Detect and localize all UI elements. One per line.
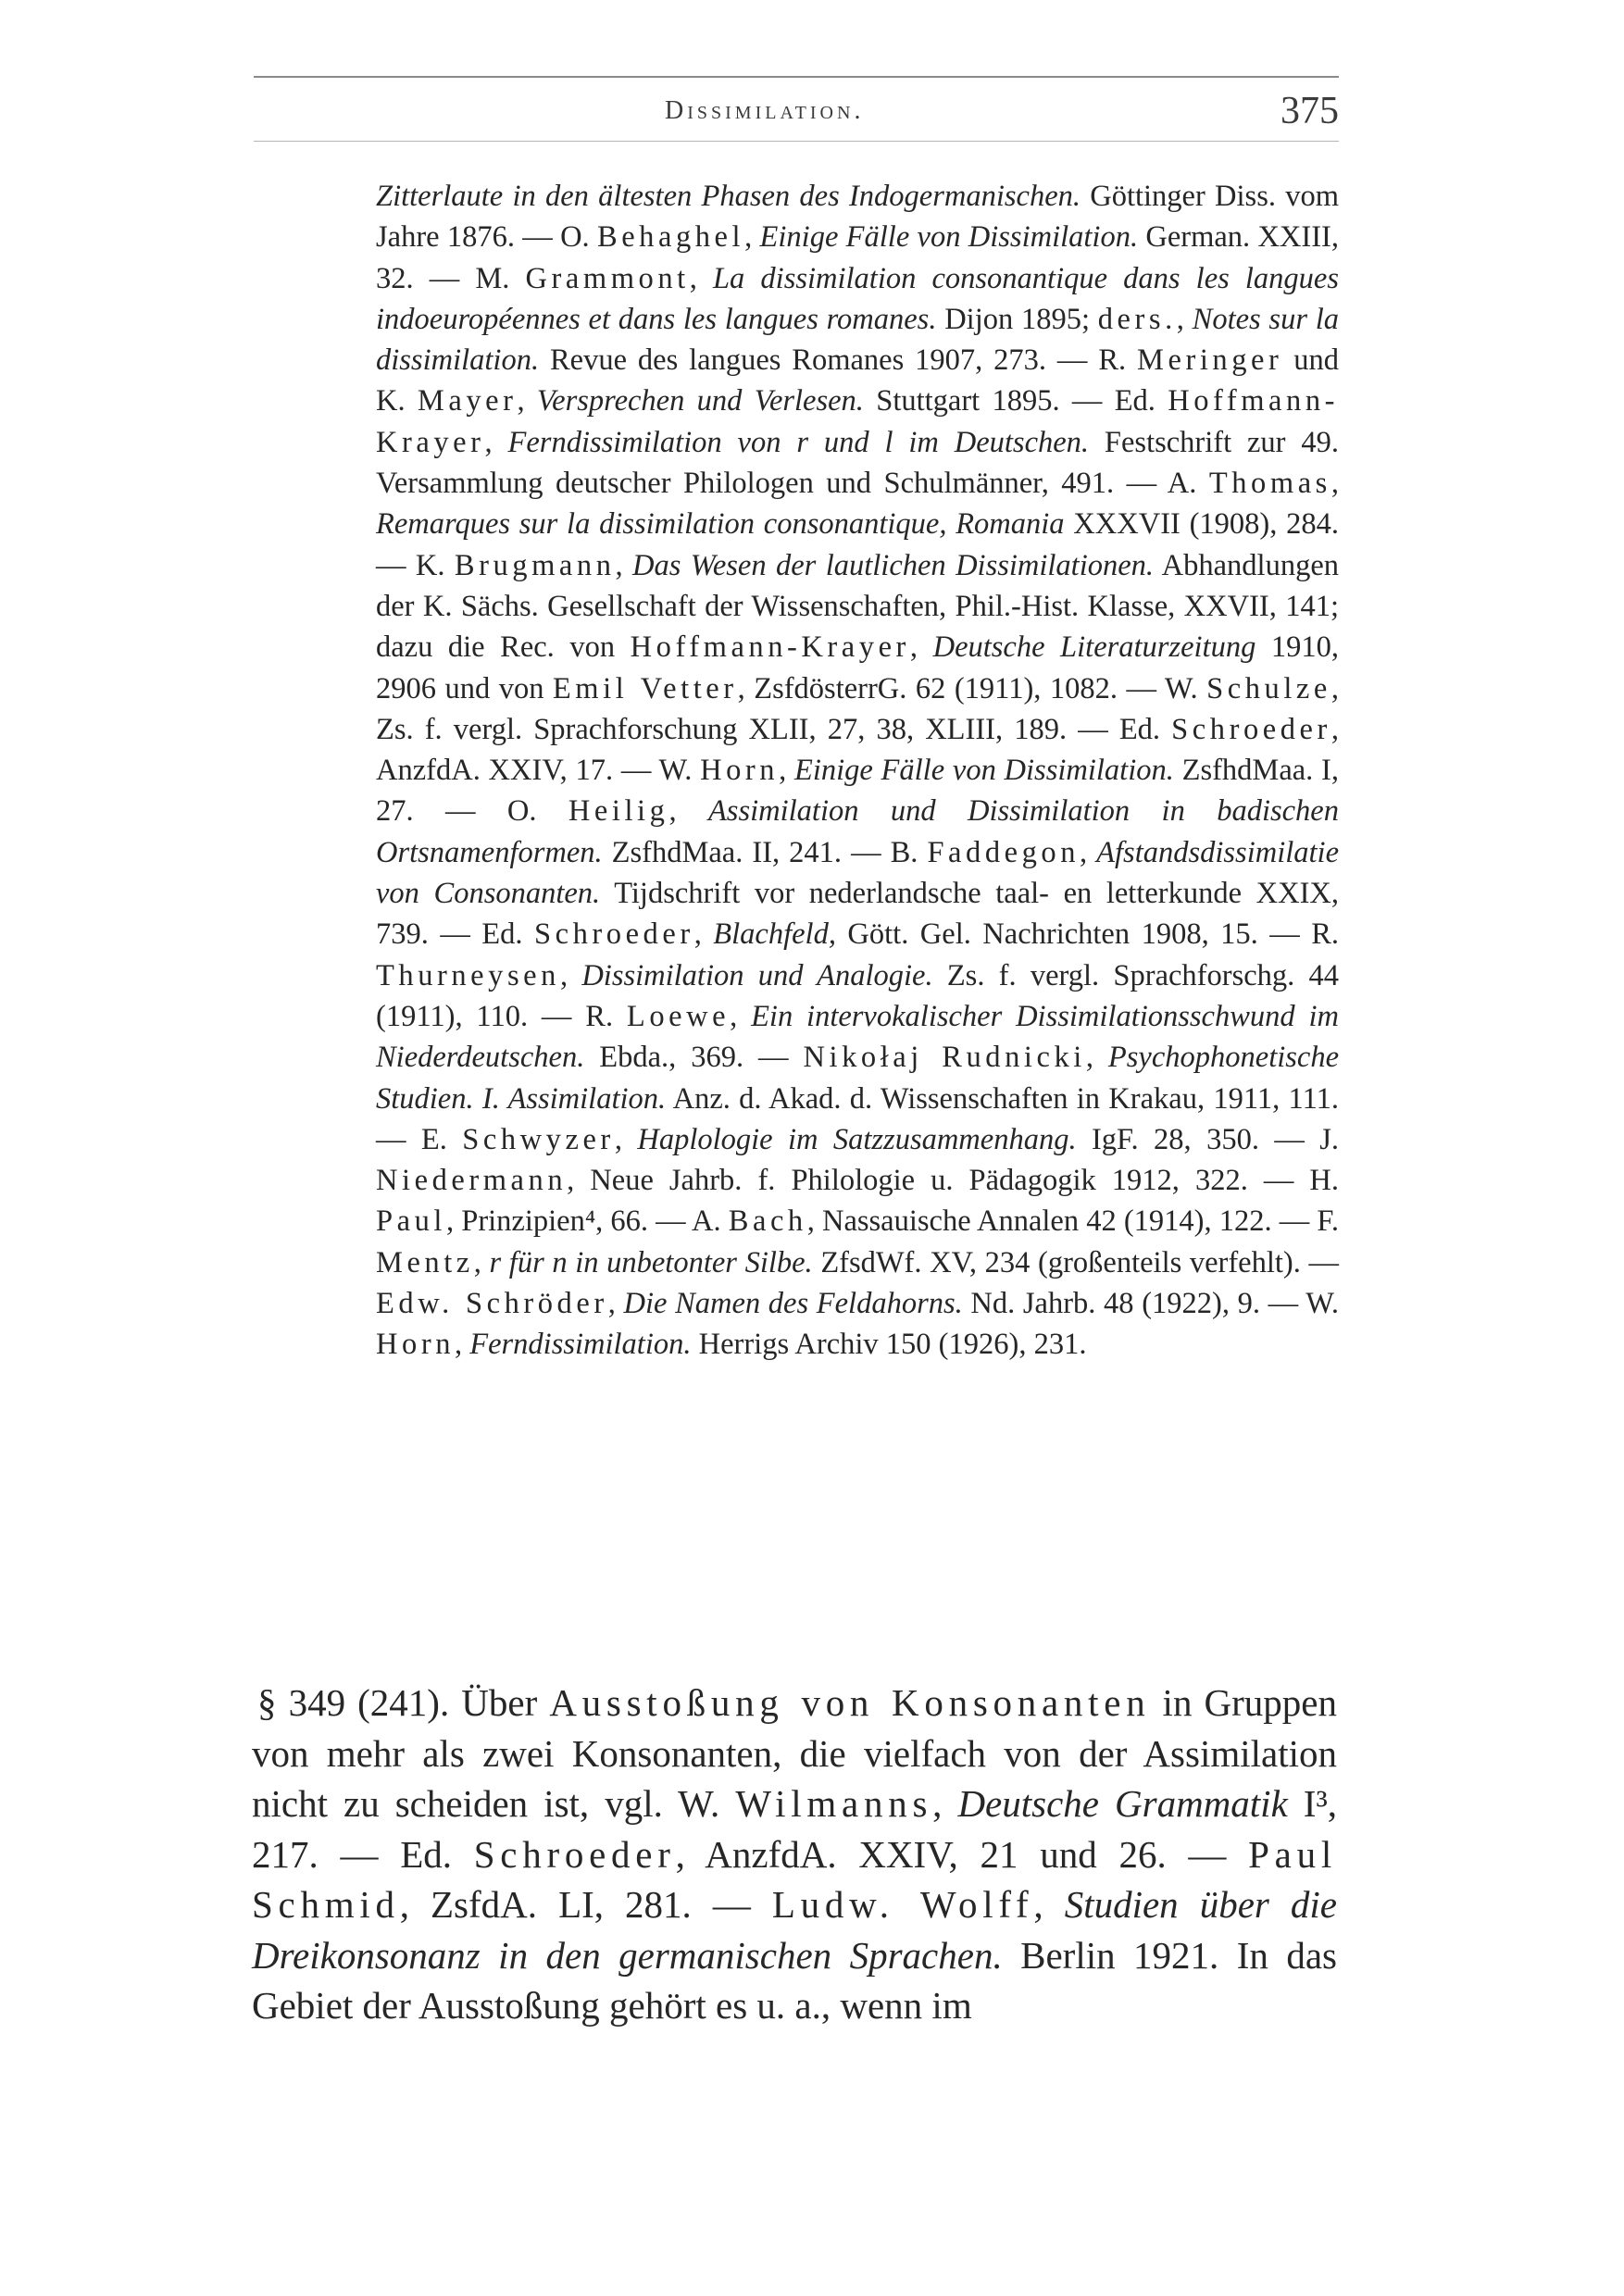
spaced-author-name: Niedermann <box>376 1164 568 1198</box>
text-run: , <box>559 958 582 992</box>
italic-title: Dissimilation und Analogie. <box>581 958 933 992</box>
page-number: 375 <box>1280 90 1339 132</box>
text-run: , <box>909 630 933 665</box>
text-run: , ZsfdösterrG. 62 (1911), 1082. — W. <box>737 671 1207 705</box>
text-run: Göttinger Diss. vom Jahre 1876. — O. <box>376 180 1339 255</box>
italic-title: Zitterlaute in den ältesten Phasen des Indogermanischen. <box>376 180 1081 213</box>
spaced-author-name: Meringer <box>1137 343 1283 378</box>
text-run: , AnzfdA. XXIV, 17. — W. <box>376 712 1339 788</box>
text-run: ZsfhdMaa. I, 27. — O. <box>376 754 1339 829</box>
spaced-author-name: Schulze <box>1206 671 1331 705</box>
italic-title: La dissimilation consonantique dans les langues indoeuropéennes et dans les langues romanes. <box>376 261 1340 336</box>
spaced-author-name: ders. <box>1097 302 1177 336</box>
bibliography-block <box>376 176 1339 1366</box>
italic-title: Ein intervokalischer Dissimilationsschwund im Niederdeutschen. <box>376 999 1339 1075</box>
spaced-author-name: Hoffmann-Krayer <box>630 630 910 665</box>
text-run: Revue des langues Romanes 1907, 273. — R. <box>539 343 1138 378</box>
text-run: , <box>615 548 633 582</box>
italic-title: Einige Fälle von Dissimilation. <box>759 220 1139 255</box>
text-run: , <box>730 999 752 1033</box>
text-run: , <box>932 1782 958 1825</box>
spaced-author-name: Edw. Schröder <box>376 1287 608 1321</box>
bibliography-text <box>376 176 1339 1366</box>
text-run: Nd. Jahrb. 48 (1922), 9. — W. <box>962 1287 1340 1321</box>
text-run: , Neue Jahrb. f. Philologie u. Pädagogik 1912, 322. — H. <box>567 1164 1339 1198</box>
text-run: , <box>668 794 708 829</box>
spaced-author-name: Schwyzer <box>462 1122 615 1156</box>
text-run: , <box>1033 1883 1065 1926</box>
text-run: , Zs. f. vergl. Sprachforschung XLII, 27, 38, XLIII, 189. — Ed. <box>376 671 1339 746</box>
spaced-author-name: Ausstoßung von Konsonanten <box>549 1681 1151 1724</box>
text-run: ZfsdWf. XV, 234 (großenteils verfehlt). — <box>812 1245 1339 1279</box>
spaced-author-name: Mentz <box>376 1245 474 1279</box>
text-run: , <box>744 220 760 255</box>
text-run: , AnzfdA. XXIV, 21 und 26. — <box>675 1832 1249 1876</box>
text-run: , <box>607 1287 624 1321</box>
italic-title: Psychophonetische Studien. I. Assimilation. <box>376 1041 1340 1116</box>
italic-title: Afstandsdissimilatie von Consonanten. <box>376 835 1339 911</box>
spaced-author-name: Paul Schmid <box>252 1832 1337 1926</box>
text-run: ZsfhdMaa. II, 241. — B. <box>602 835 928 869</box>
text-run: Ebda., 369. — <box>584 1041 804 1075</box>
text-run: in Gruppen von mehr als zwei Konsonanten, die vielfach von der Assimilation nicht zu scheiden ist, vgl. W. <box>252 1681 1337 1825</box>
paragraph-349-text <box>252 1678 1337 2031</box>
text-run: Zs. f. vergl. Sprachforschg. 44 (1911), 110. — R. <box>376 958 1339 1033</box>
spaced-author-name: Behaghel <box>596 220 745 255</box>
spaced-author-name: Bach <box>728 1204 807 1239</box>
italic-title: Ferndissimilation von r und l im Deutschen. <box>507 425 1090 459</box>
paragraph-349 <box>252 1678 1337 2031</box>
italic-title: Haplologie im Satzzusammenhang. <box>637 1122 1077 1156</box>
text-run: , Prinzipien⁴, 66. — A. <box>445 1204 729 1239</box>
italic-title: Die Namen des Feldahorns. <box>623 1287 963 1321</box>
spaced-author-name: Schroeder <box>1171 712 1331 746</box>
text-run: , Nassauische Annalen 42 (1914), 122. — F. <box>806 1204 1339 1239</box>
spaced-author-name: Thurneysen <box>376 958 560 992</box>
text-run: , <box>779 754 794 788</box>
italic-title: Einige Fälle von Dissimilation. <box>793 754 1174 788</box>
text-run: Anz. d. Akad. d. Wissenschaften in Krakau, 1911, 111. — E. <box>376 1081 1339 1156</box>
spaced-author-name: Brugmann <box>454 548 616 582</box>
text-run: , <box>517 384 537 418</box>
text-run: , <box>693 917 714 952</box>
text-run: Dijon 1895; <box>936 302 1098 336</box>
italic-title: Blachfeld, <box>713 917 836 952</box>
header-rule-bottom <box>254 141 1339 142</box>
running-header <box>254 89 1339 137</box>
spaced-author-name: Horn <box>376 1328 455 1362</box>
spaced-author-name: Heilig <box>568 794 669 829</box>
italic-title: Das Wesen der lautlichen Dissimilationen. <box>632 548 1155 582</box>
text-run: , <box>1176 302 1193 336</box>
text-run: , <box>1085 1041 1108 1075</box>
spaced-author-name: Loewe <box>626 999 731 1033</box>
text-run: IgF. 28, 350. — J. <box>1076 1122 1340 1156</box>
spaced-author-name: Wilmanns <box>735 1782 933 1825</box>
italic-title: Remarques sur la dissimilation consonantique, Romania <box>376 507 1065 542</box>
italic-title: Notes sur la dissimilation. <box>376 302 1339 378</box>
spaced-author-name: Thomas <box>1208 467 1331 501</box>
italic-title: Studien über die Dreikonsonanz in den germanischen Sprachen. <box>252 1883 1337 1977</box>
spaced-author-name: Hoffmann-Krayer <box>376 384 1339 459</box>
italic-title: r für n in unbetonter Silbe. <box>489 1245 813 1279</box>
header-rule-top <box>254 76 1339 78</box>
spaced-author-name: Horn <box>700 754 780 788</box>
text-run: Herrigs Archiv 150 (1926), 231. <box>691 1328 1087 1362</box>
spaced-author-name: Faddegon <box>927 835 1081 869</box>
text-run: 1910, 2906 und von <box>376 630 1339 705</box>
spaced-author-name: Emil Vetter <box>552 671 738 705</box>
text-run: , <box>1080 835 1097 869</box>
text-run: Gött. Gel. Nachrichten 1908, 15. — R. <box>835 917 1340 952</box>
text-run: Festschrift zur 49. Versammlung deutscher Philologen und Schulmänner, 491. — A. <box>376 425 1339 501</box>
italic-title: Ferndissimilation. <box>469 1328 692 1362</box>
text-run: § 349 (241). Über <box>257 1681 550 1724</box>
spaced-author-name: Ludw. Wolff <box>771 1883 1034 1926</box>
text-run: Abhandlungen der K. Sächs. Gesellschaft der Wissenschaften, Phil.-Hist. Klasse, XXVII, 141; dazu die Rec. von <box>376 548 1339 665</box>
text-run: Berlin 1921. In das Gebiet der Ausstoßung gehört es u. a., wenn im <box>252 1933 1337 2027</box>
text-run: German. XXIII, 32. — M. <box>376 220 1340 295</box>
spaced-author-name: Schroeder <box>534 917 694 952</box>
text-run: , <box>1330 467 1339 501</box>
text-run: , ZsfdA. LI, 281. — <box>399 1883 772 1926</box>
spaced-author-name: Paul <box>376 1204 446 1239</box>
text-run: und K. <box>376 343 1340 418</box>
italic-title: Deutsche Literaturzeitung <box>932 630 1256 665</box>
text-run: , <box>455 1328 470 1362</box>
text-run: Stuttgart 1895. — Ed. <box>863 384 1168 418</box>
italic-title: Versprechen und Verlesen. <box>536 384 864 418</box>
spaced-author-name: Grammont <box>525 261 690 295</box>
text-run: , <box>689 261 713 295</box>
text-run: Tijdschrift vor nederlandsche taal- en letterkunde XXIX, 739. — Ed. <box>376 877 1339 952</box>
text-run: , <box>614 1122 638 1156</box>
italic-title: Deutsche Grammatik <box>957 1782 1288 1825</box>
text-run: XXXVII (1908), 284. — K. <box>376 507 1339 582</box>
spaced-author-name: Nikołaj Rudnicki <box>803 1041 1086 1075</box>
text-run: I³, 217. — Ed. <box>252 1782 1338 1876</box>
text-run: , <box>484 425 508 459</box>
text-run: , <box>473 1245 490 1279</box>
italic-title: Assimilation und Dissimilation in badischen Ortsnamenformen. <box>376 794 1339 869</box>
spaced-author-name: Schroeder <box>473 1832 676 1876</box>
running-title: Dissimilation. <box>665 96 865 125</box>
spaced-author-name: Mayer <box>417 384 518 418</box>
